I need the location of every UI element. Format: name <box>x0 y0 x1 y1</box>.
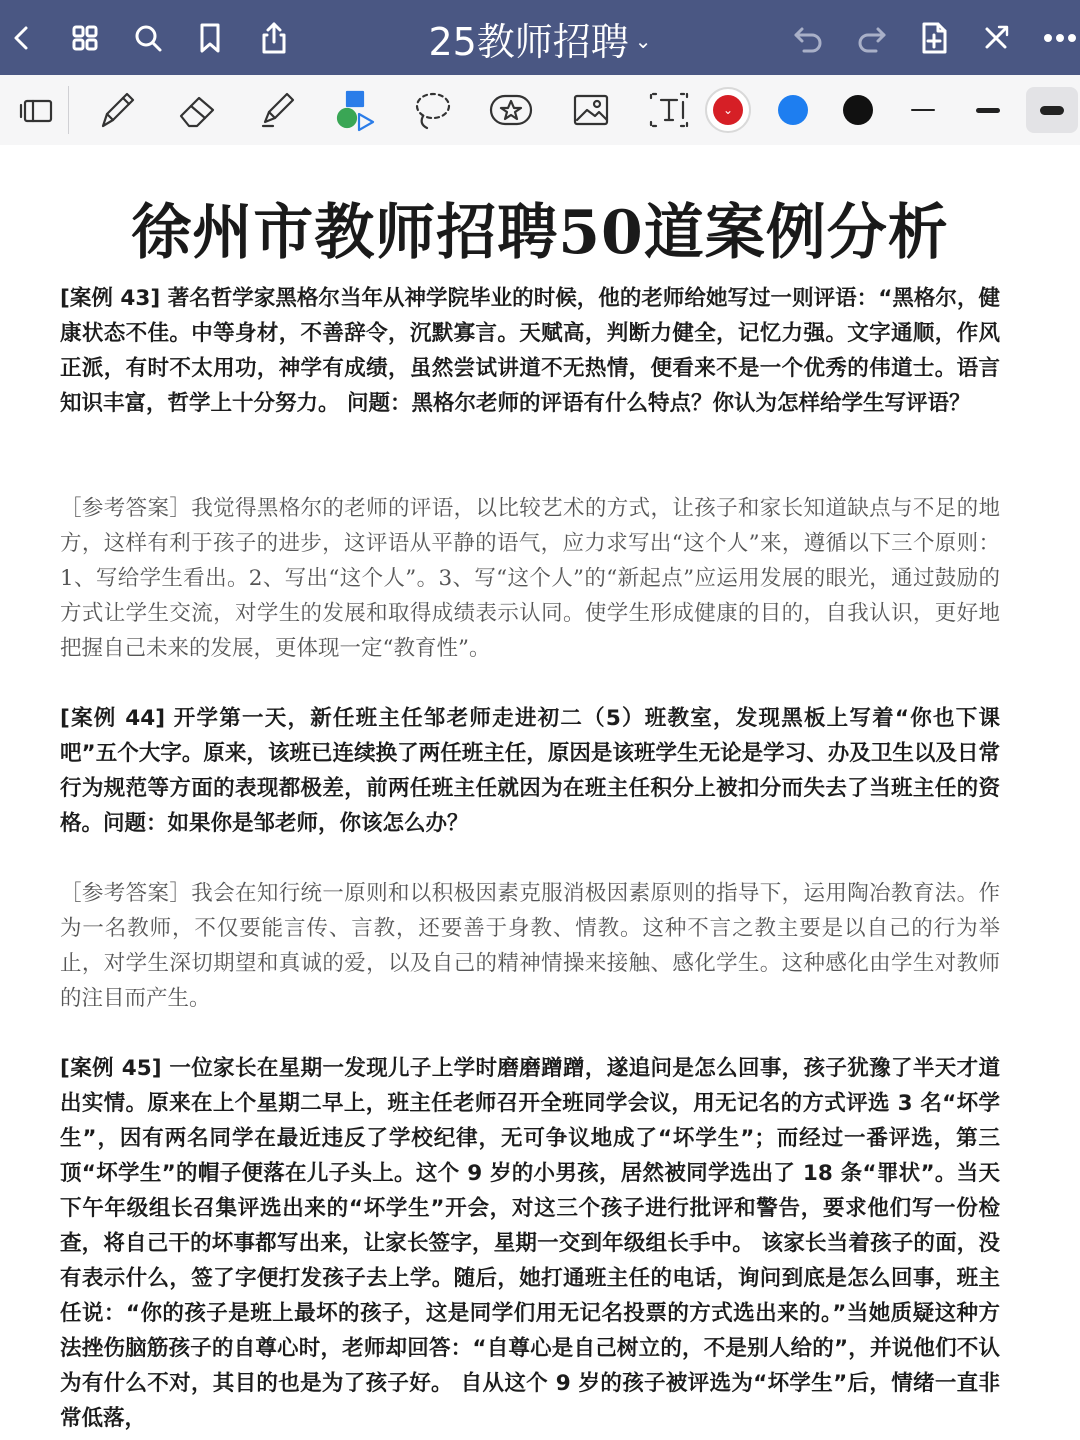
stroke-thick-button-selected[interactable] <box>1026 87 1078 133</box>
redo-icon[interactable] <box>852 18 892 58</box>
stroke-thin-icon <box>911 109 935 111</box>
color-red-selected[interactable] <box>705 87 751 133</box>
sidebar-icon[interactable] <box>14 87 60 133</box>
chevron-down-icon: ⌄ <box>713 95 743 125</box>
annotation-toolbar <box>0 75 1080 146</box>
search-icon[interactable] <box>128 18 168 58</box>
more-icon[interactable] <box>1040 18 1080 58</box>
case-43-question: [案例 43] 著名哲学家黑格尔当年从神学院毕业的时候，他的老师给她写过一则评语：“黑格尔，健康状态不佳。中等身材，不善辞令，沉默寡言。天赋高，判断力健全，记忆力强。文字通顺，作风正派，有时不太用功，神学有成绩，虽然尝试讲道不无热情，便看来不是一个优秀的伟道士。语言知识丰富，哲学上十分努力。 问题：黑格尔老师的评语有什么特点？你认为怎样给学生写评语？ <box>60 286 1000 416</box>
share-icon[interactable] <box>254 18 294 58</box>
toolbar-divider <box>68 86 69 134</box>
add-page-icon[interactable] <box>914 18 954 58</box>
sticker-icon[interactable] <box>488 87 534 133</box>
top-navigation-bar <box>0 0 1080 75</box>
case-44-answer: ［参考答案］我会在知行统一原则和以积极因素克服消极因素原则的指导下，运用陶冶教育法。作为一名教师，不仅要能言传、言教，还要善于身教、情教。这种不言之教主要是以自己的行为举止，对学生深切期望和真诚的爱，以及自己的精神情操来接触、感化学生。这种感化由学生对教师的注目而产生。 <box>60 881 1000 1011</box>
highlighter-icon[interactable] <box>254 87 300 133</box>
eraser-icon[interactable] <box>174 87 220 133</box>
case-43-answer: ［参考答案］我觉得黑格尔的老师的评语，以比较艺术的方式，让孩子和家长知道缺点与不足的地方，这样有利于孩子的进步，这评语从平静的语气，应力求写出“这个人”来，遵循以下三个原则：1、写给学生看出。2、写出“这个人”。3、写“这个人”的“新起点”应运用发展的眼光，通过鼓励的方式让学生交流，对学生的发展和取得成绩表示认同。使学生形成健康的目的，自我认识，更好地把握自己未来的发展，更体现一定“教育性”。 <box>60 496 1000 661</box>
lasso-icon[interactable] <box>410 87 456 133</box>
stroke-medium-button[interactable] <box>965 87 1011 133</box>
case-44-question: [案例 44] 开学第一天，新任班主任邹老师走进初二（5）班教室，发现黑板上写着“你也下课吧”五个大字。原来，该班已连续换了两任班主任，原因是该班学生无论是学习、办及卫生以及日常行为规范等方面的表现都极差，前两任班主任就因为在班主任积分上被扣分而失去了当班主任的资格。问题：如果你是邹老师，你该怎么办？ <box>60 706 1000 836</box>
color-black[interactable] <box>835 87 881 133</box>
stroke-thick-icon <box>1040 106 1064 115</box>
text-icon[interactable] <box>646 87 692 133</box>
stroke-thin-button[interactable] <box>900 87 946 133</box>
pen-icon[interactable] <box>94 87 140 133</box>
color-blue-swatch <box>778 95 808 125</box>
page-title: 徐州市教师招聘50道案例分析 <box>131 198 949 268</box>
color-black-swatch <box>843 95 873 125</box>
color-blue[interactable] <box>770 87 816 133</box>
grid-icon[interactable] <box>65 18 105 58</box>
undo-icon[interactable] <box>788 18 828 58</box>
color-ring <box>705 87 751 133</box>
document-title[interactable] <box>340 10 740 66</box>
document-page <box>0 145 1080 1440</box>
bookmark-icon[interactable] <box>190 18 230 58</box>
close-icon[interactable] <box>976 18 1016 58</box>
stroke-medium-icon <box>976 108 1000 113</box>
case-45-question: [案例 45] 一位家长在星期一发现儿子上学时磨磨蹭蹭，遂追问是怎么回事，孩子犹豫了半天才道出实情。原来在上个星期二早上，班主任老师召开全班同学会议，用无记名的方式评选 3 名“坏学生”，因有两名同学在最近违反了学校纪律，无可争议地成了“坏学生”；而经过一番评选，第三顶“坏学生”的帽子便落在儿子头上。这个 9 岁的小男孩，居然被同学选出了 18 条“罪状”。当天下午年级组长召集评选出来的“坏学生”开会，对这三个孩子进行批评和警告，要求他们写一份检查，将自己干的坏事都写出来，让家长签字，星期一交到年级组长手中。 该家长当着孩子的面，没有表示什么，签了字便打发孩子去上学。随后，她打通班主任的电话，询问到底是怎么回事，班主任说：“你的孩子是班上最坏的孩子，这是同学们用无记名投票的方式选出来的。”当她质疑这种方法挫伤脑筋孩子的自尊心时，老师却回答：“自尊心是自己树立的，不是别人给的”，并说他们不认为有什么不对，其目的也是为了孩子好。 自从这个 9 岁的孩子被评选为“坏学生”后，情绪一直非常低落， <box>60 1056 1000 1431</box>
shapes-icon[interactable] <box>332 87 378 133</box>
image-icon[interactable] <box>568 87 614 133</box>
document-title-text: 25教师招聘 <box>428 19 629 64</box>
back-icon[interactable] <box>2 18 42 58</box>
chevron-down-icon: ⌄ <box>634 29 652 53</box>
